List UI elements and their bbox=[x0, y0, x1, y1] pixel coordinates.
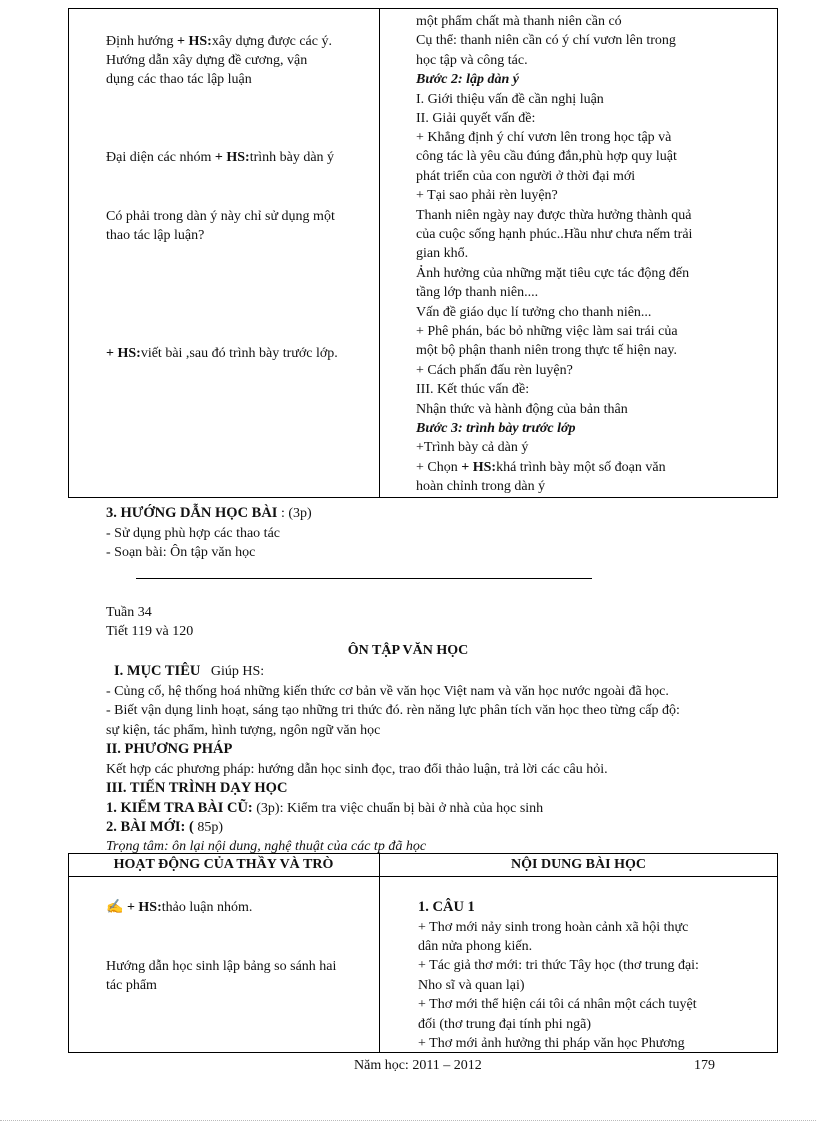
new-lesson-heading: 2. BÀI MỚI: ( 85p) bbox=[106, 819, 223, 835]
method-heading: II. PHƯƠNG PHÁP bbox=[106, 741, 233, 757]
content-line: + Cách phấn đấu rèn luyện? bbox=[416, 363, 573, 378]
content-line: + Chọn + HS:khá trình bày một số đoạn văn bbox=[416, 460, 666, 475]
objective-line: - Củng cố, hệ thống hoá những kiến thức cơ bản về văn học Việt nam và văn học nước ngoài đã học. bbox=[106, 684, 669, 699]
content-line: Thanh niên ngày nay được thừa hưởng thành quả bbox=[416, 208, 692, 223]
objectives-heading: I. MỤC TIÊU Giúp HS: bbox=[114, 663, 265, 679]
activity-compare-line2: tác phẩm bbox=[106, 978, 157, 993]
check-old-lesson: 1. KIỂM TRA BÀI CŨ: (3p): Kiểm tra việc chuẩn bị bài ở nhà của học sinh bbox=[106, 800, 544, 816]
content-line: Nhận thức và hành động của bản thân bbox=[416, 402, 628, 417]
content-line: III. Kết thúc vấn đề: bbox=[416, 382, 530, 397]
process-heading: III. TIẾN TRÌNH DẠY HỌC bbox=[106, 780, 288, 796]
content-line: Ảnh hưởng của những mặt tiêu cực tác động đến bbox=[416, 266, 690, 281]
activity-orientation: Định hướng + HS:xây dựng được các ý. bbox=[106, 34, 332, 49]
guide-heading: 3. HƯỚNG DẪN HỌC BÀI : (3p) bbox=[106, 505, 312, 521]
table-header-divider bbox=[68, 876, 778, 877]
content-line: Vấn đề giáo dục lí tưởng cho thanh niên... bbox=[416, 305, 652, 320]
lesson-focus: Trọng tâm: ôn lại nội dung, nghệ thuật của các tp đã học bbox=[106, 839, 427, 854]
step-2-heading: Bước 2: lập dàn ý bbox=[416, 72, 520, 87]
content-line: II. Giải quyết vấn đề: bbox=[416, 111, 536, 126]
table-column-divider bbox=[379, 8, 380, 498]
week-label: Tuần 34 bbox=[106, 605, 152, 620]
activity-group-present: Đại diện các nhóm + HS:trình bày dàn ý bbox=[106, 150, 335, 165]
content-line: công tác là yêu cầu đúng đắn,phù hợp quy luật bbox=[416, 149, 677, 164]
content-line: + Tại sao phải rèn luyện? bbox=[416, 188, 558, 203]
content-line: I. Giới thiệu vấn đề cần nghị luận bbox=[416, 92, 604, 107]
content-line: + Thơ mới ảnh hưởng thi pháp văn học Phương bbox=[418, 1036, 685, 1051]
content-line: Nho sĩ và quan lại) bbox=[418, 978, 525, 993]
method-text: Kết hợp các phương pháp: hướng dẫn học sinh đọc, trao đổi thảo luận, trả lời các câu hỏi. bbox=[106, 762, 608, 777]
content-line: học tập và công tác. bbox=[416, 53, 528, 68]
activity-discussion: ✍ + HS:thảo luận nhóm. bbox=[106, 900, 253, 915]
footer-page-number: 179 bbox=[694, 1058, 715, 1073]
page-edge bbox=[0, 1120, 816, 1121]
content-line: tầng lớp thanh niên.... bbox=[416, 285, 539, 300]
content-line: một phẩm chất mà thanh niên cần có bbox=[416, 14, 622, 29]
content-line: đối (thơ trung đại tính phi ngã) bbox=[418, 1017, 592, 1032]
activity-orientation-line3: dụng các thao tác lập luận bbox=[106, 72, 252, 87]
period-label: Tiết 119 và 120 bbox=[106, 624, 194, 639]
step-3-heading: Bước 3: trình bày trước lớp bbox=[416, 421, 576, 436]
content-line: Cụ thể: thanh niên cần có ý chí vươn lên trong bbox=[416, 33, 676, 48]
content-line: + Khẳng định ý chí vươn lên trong học tập và bbox=[416, 130, 672, 145]
activity-question-line2: thao tác lập luận? bbox=[106, 228, 205, 243]
writing-hand-icon: ✍ bbox=[106, 900, 124, 915]
content-line: phát triển của con người ở thời đại mới bbox=[416, 169, 636, 184]
activity-compare-line1: Hướng dẫn học sinh lập bảng so sánh hai bbox=[106, 959, 337, 974]
content-line: + Thơ mới thể hiện cái tôi cá nhân một cách tuyệt bbox=[418, 997, 697, 1012]
content-line: của cuộc sống hạnh phúc..Hầu như chưa nếm trải bbox=[416, 227, 693, 242]
guide-item: - Sử dụng phù hợp các thao tác bbox=[106, 526, 281, 541]
content-line: + Thơ mới nảy sinh trong hoàn cảnh xã hội thực bbox=[418, 920, 689, 935]
activity-orientation-line2: Hướng dẫn xây dựng đề cương, vận bbox=[106, 53, 308, 68]
content-line: + Tác giả thơ mới: tri thức Tây học (thơ trung đại: bbox=[418, 958, 699, 973]
guide-item: - Soạn bài: Ôn tập văn học bbox=[106, 545, 256, 560]
content-line: +Trình bày cả dàn ý bbox=[416, 440, 529, 455]
activity-question-line1: Có phải trong dàn ý này chỉ sử dụng một bbox=[106, 209, 335, 224]
content-line: dân nửa phong kiến. bbox=[418, 939, 533, 954]
activity-write-essay: + HS:viết bài ,sau đó trình bày trước lớp. bbox=[106, 346, 338, 361]
table-column-divider bbox=[379, 853, 380, 1053]
footer-school-year: Năm học: 2011 – 2012 bbox=[354, 1058, 482, 1073]
table-header-activity: HOẠT ĐỘNG CỦA THẦY VÀ TRÒ bbox=[113, 857, 334, 872]
table-header-content: NỘI DUNG BÀI HỌC bbox=[511, 857, 646, 872]
lesson-title: ÔN TẬP VĂN HỌC bbox=[347, 643, 469, 658]
content-line: một bộ phận thanh niên trong thực tế hiện nay. bbox=[416, 343, 677, 358]
question-1-heading: 1. CÂU 1 bbox=[418, 899, 475, 915]
section-divider bbox=[136, 578, 592, 579]
content-line: + Phê phán, bác bỏ những việc làm sai trái của bbox=[416, 324, 678, 339]
objective-line: - Biết vận dụng linh hoạt, sáng tạo những tri thức đó. rèn năng lực phân tích văn học theo từng cấp độ: bbox=[106, 703, 680, 718]
content-line: gian khổ. bbox=[416, 246, 469, 261]
objective-line: sự kiện, tác phẩm, hình tượng, ngôn ngữ văn học bbox=[106, 723, 381, 738]
content-line: hoàn chỉnh trong dàn ý bbox=[416, 479, 546, 494]
